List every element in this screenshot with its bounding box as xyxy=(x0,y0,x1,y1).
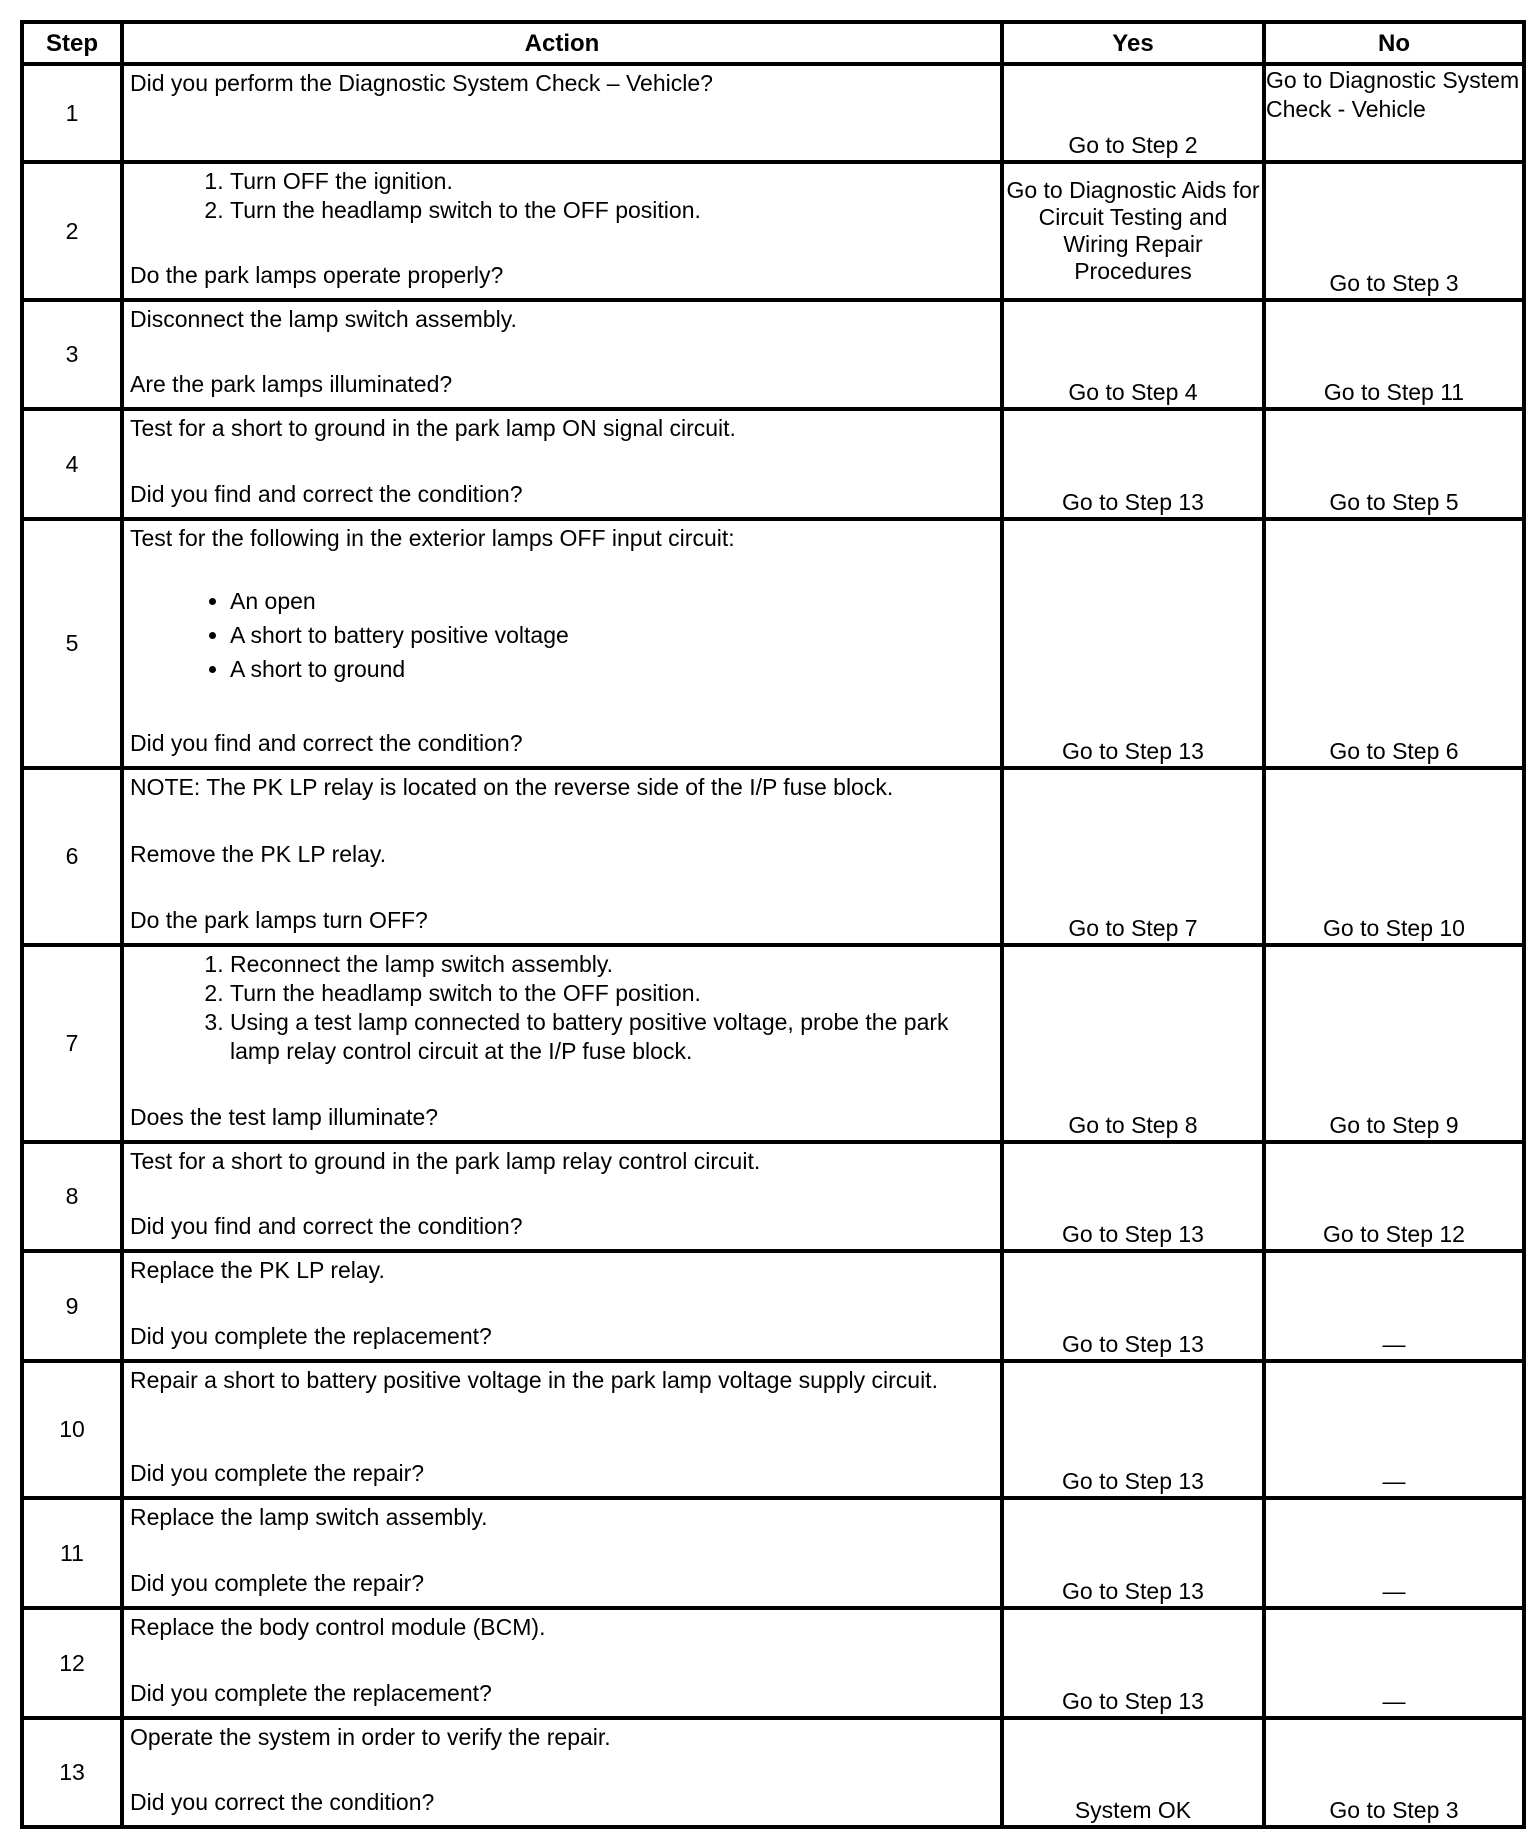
list-item: 2. Turn the headlamp switch to the OFF position. xyxy=(230,196,994,225)
no-cell: — xyxy=(1264,1498,1524,1608)
action-text: Did you perform the Diagnostic System Check – Vehicle? xyxy=(130,70,713,96)
table-row xyxy=(22,1251,1524,1361)
table-row xyxy=(22,409,1524,519)
table-row xyxy=(22,519,1524,768)
yes-cell: System OK xyxy=(1002,1718,1264,1827)
action-cell xyxy=(122,1498,1002,1608)
question-text: Does the test lamp illuminate? xyxy=(130,1104,439,1130)
question-text: Did you complete the repair? xyxy=(130,1570,425,1596)
action-cell xyxy=(122,1608,1002,1718)
question-text: Did you complete the replacement? xyxy=(130,1323,492,1349)
table-row xyxy=(22,300,1524,409)
header-step: Step xyxy=(22,22,122,64)
no-cell: Go to Step 3 xyxy=(1264,162,1524,300)
action-cell xyxy=(122,1718,1002,1827)
action-cell xyxy=(122,64,1002,162)
action-text: Disconnect the lamp switch assembly. xyxy=(130,306,517,332)
step-number: 3 xyxy=(22,300,122,409)
step-number: 12 xyxy=(22,1608,122,1718)
action-cell xyxy=(122,300,1002,409)
table-row xyxy=(22,1718,1524,1827)
action-cell xyxy=(122,1251,1002,1361)
action-text: Test for the following in the exterior lamps OFF input circuit: xyxy=(130,525,735,551)
yes-cell: Go to Step 13 xyxy=(1002,519,1264,768)
list-item: 2. Turn the headlamp switch to the OFF position. xyxy=(230,979,994,1008)
step-number: 5 xyxy=(22,519,122,768)
yes-cell: Go to Step 13 xyxy=(1002,1608,1264,1718)
yes-cell: Go to Step 13 xyxy=(1002,1142,1264,1251)
numbered-list xyxy=(130,950,994,1066)
action-text: Remove the PK LP relay. xyxy=(130,840,387,867)
step-number: 8 xyxy=(22,1142,122,1251)
no-cell: — xyxy=(1264,1251,1524,1361)
no-cell: Go to Diagnostic System Check - Vehicle xyxy=(1264,64,1524,162)
no-cell: Go to Step 3 xyxy=(1264,1718,1524,1827)
table-row xyxy=(22,945,1524,1142)
diagnostic-table xyxy=(20,20,1526,1829)
question-text: Are the park lamps illuminated? xyxy=(130,371,453,397)
question-text: Did you complete the replacement? xyxy=(130,1680,492,1706)
question-text: Did you find and correct the condition? xyxy=(130,730,523,756)
table-row xyxy=(22,1608,1524,1718)
header-no: No xyxy=(1264,22,1524,64)
step-number: 1 xyxy=(22,64,122,162)
table-row xyxy=(22,1142,1524,1251)
question-text: Do the park lamps turn OFF? xyxy=(130,907,428,933)
step-number: 11 xyxy=(22,1498,122,1608)
step-number: 9 xyxy=(22,1251,122,1361)
action-cell xyxy=(122,519,1002,768)
no-cell: Go to Step 11 xyxy=(1264,300,1524,409)
header-row xyxy=(22,22,1524,64)
yes-cell: Go to Step 2 xyxy=(1002,64,1264,162)
no-cell: — xyxy=(1264,1608,1524,1718)
no-cell: Go to Step 9 xyxy=(1264,945,1524,1142)
no-cell: Go to Step 10 xyxy=(1264,768,1524,945)
question-text: Did you complete the repair? xyxy=(130,1460,425,1486)
step-number: 10 xyxy=(22,1361,122,1498)
list-item: 3. Using a test lamp connected to battery positive voltage, probe the park lamp relay control circuit at the I/P fuse block. xyxy=(230,1008,994,1066)
bullet-list xyxy=(130,587,994,684)
yes-cell: Go to Step 13 xyxy=(1002,1251,1264,1361)
step-number: 2 xyxy=(22,162,122,300)
list-item: 1. Reconnect the lamp switch assembly. xyxy=(230,950,994,979)
action-text: Replace the PK LP relay. xyxy=(130,1257,385,1283)
no-cell: Go to Step 6 xyxy=(1264,519,1524,768)
action-cell xyxy=(122,1361,1002,1498)
table-row xyxy=(22,1498,1524,1608)
table-row xyxy=(22,768,1524,945)
action-text: Repair a short to battery positive voltage in the park lamp voltage supply circuit. xyxy=(130,1367,938,1393)
step-number: 4 xyxy=(22,409,122,519)
action-cell xyxy=(122,1142,1002,1251)
action-text: Replace the body control module (BCM). xyxy=(130,1614,546,1640)
yes-cell: Go to Step 13 xyxy=(1002,1361,1264,1498)
numbered-list xyxy=(130,167,994,225)
action-text: Test for a short to ground in the park lamp relay control circuit. xyxy=(130,1148,761,1174)
header-yes: Yes xyxy=(1002,22,1264,64)
action-cell xyxy=(122,409,1002,519)
yes-cell: Go to Step 4 xyxy=(1002,300,1264,409)
no-cell: Go to Step 12 xyxy=(1264,1142,1524,1251)
action-text: Operate the system in order to verify the repair. xyxy=(130,1724,611,1750)
step-number: 6 xyxy=(22,768,122,945)
action-cell xyxy=(122,945,1002,1142)
question-text: Did you find and correct the condition? xyxy=(130,481,523,507)
yes-cell: Go to Diagnostic Aids for Circuit Testing and Wiring Repair Procedures xyxy=(1002,162,1264,300)
action-cell xyxy=(122,162,1002,300)
list-item: 1. Turn OFF the ignition. xyxy=(230,167,994,196)
yes-cell: Go to Step 13 xyxy=(1002,1498,1264,1608)
table-row xyxy=(22,64,1524,162)
yes-cell: Go to Step 13 xyxy=(1002,409,1264,519)
action-cell xyxy=(122,768,1002,945)
question-text: Did you find and correct the condition? xyxy=(130,1213,523,1239)
yes-cell: Go to Step 7 xyxy=(1002,768,1264,945)
question-text: Do the park lamps operate properly? xyxy=(130,262,504,288)
list-item: • A short to ground xyxy=(230,655,994,684)
no-cell: Go to Step 5 xyxy=(1264,409,1524,519)
step-number: 7 xyxy=(22,945,122,1142)
step-number: 13 xyxy=(22,1718,122,1827)
table-row xyxy=(22,162,1524,300)
header-action: Action xyxy=(122,22,1002,64)
list-item: • An open xyxy=(230,587,994,616)
note-text: NOTE: The PK LP relay is located on the reverse side of the I/P fuse block. xyxy=(130,774,894,800)
list-item: • A short to battery positive voltage xyxy=(230,621,994,650)
yes-cell: Go to Step 8 xyxy=(1002,945,1264,1142)
action-text: Replace the lamp switch assembly. xyxy=(130,1504,488,1530)
action-text: Test for a short to ground in the park lamp ON signal circuit. xyxy=(130,415,736,441)
no-cell: — xyxy=(1264,1361,1524,1498)
question-text: Did you correct the condition? xyxy=(130,1789,435,1815)
table-row xyxy=(22,1361,1524,1498)
